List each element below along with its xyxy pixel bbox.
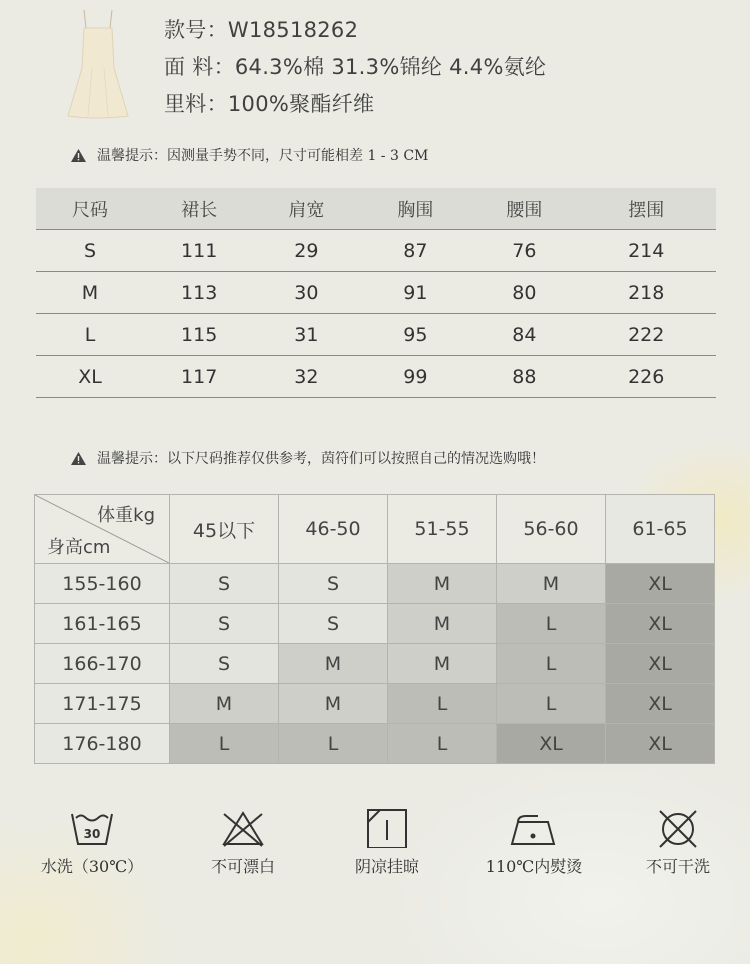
size-table-row xyxy=(36,356,716,398)
measurement-notice-text: 温馨提示：因测量手势不同，尺寸可能相差 1 - 3 CM xyxy=(97,148,429,164)
recommended-size-cell: M xyxy=(279,644,388,684)
wash-30-icon xyxy=(69,808,115,848)
weight-range-header: 56-60 xyxy=(497,495,606,564)
recommended-size-cell: M xyxy=(497,564,606,604)
measurement-cell: 84 xyxy=(472,314,576,356)
recommended-size-cell: L xyxy=(388,684,497,724)
measurement-cell: 99 xyxy=(358,356,472,398)
weight-axis-label: 体重kg xyxy=(97,505,155,526)
size-col-header: 腰围 xyxy=(472,188,576,230)
recommended-size-cell: L xyxy=(170,724,279,764)
fabric-composition: 面 料：64.3%棉 31.3%锦纶 4.4%氨纶 xyxy=(164,55,547,79)
care-item-iron xyxy=(479,808,589,877)
rec-table-row xyxy=(35,684,715,724)
recommended-size-cell: L xyxy=(497,604,606,644)
recommended-size-cell: S xyxy=(279,604,388,644)
size-table-row xyxy=(36,314,716,356)
size-col-header: 尺码 xyxy=(36,188,144,230)
weight-range-header: 46-50 xyxy=(279,495,388,564)
care-item-line-dry xyxy=(332,808,442,877)
weight-range-header: 51-55 xyxy=(388,495,497,564)
rec-table-row xyxy=(35,604,715,644)
measurement-cell: 80 xyxy=(472,272,576,314)
measurement-cell: 111 xyxy=(144,230,254,272)
care-label-line-dry: 阴凉挂晾 xyxy=(354,857,419,876)
line-dry-shade-icon xyxy=(364,808,410,848)
measurement-cell: 87 xyxy=(358,230,472,272)
measurement-cell: 76 xyxy=(472,230,576,272)
measurement-cell: 115 xyxy=(144,314,254,356)
size-label-cell: M xyxy=(36,272,144,314)
rec-table-row xyxy=(35,564,715,604)
height-range-cell: 166-170 xyxy=(35,644,170,684)
care-item-wash xyxy=(37,808,147,877)
measurement-cell: 91 xyxy=(358,272,472,314)
product-dress-image xyxy=(62,8,134,120)
measurement-cell: 226 xyxy=(576,356,716,398)
recommended-size-cell: S xyxy=(170,644,279,684)
recommended-size-cell: M xyxy=(388,644,497,684)
measurement-cell: 32 xyxy=(254,356,358,398)
recommended-size-cell: XL xyxy=(606,684,715,724)
care-item-no-bleach xyxy=(188,808,298,877)
recommended-size-cell: XL xyxy=(606,604,715,644)
warning-icon xyxy=(70,451,87,466)
height-range-cell: 176-180 xyxy=(35,724,170,764)
height-range-cell: 171-175 xyxy=(35,684,170,724)
recommended-size-cell: L xyxy=(388,724,497,764)
height-range-cell: 161-165 xyxy=(35,604,170,644)
recommendation-notice-text: 温馨提示：以下尺码推荐仅供参考，茵符们可以按照自己的情况选购哦！ xyxy=(97,451,545,467)
wash-temperature: 30 xyxy=(83,827,101,841)
measurement-cell: 95 xyxy=(358,314,472,356)
size-label-cell: XL xyxy=(36,356,144,398)
recommended-size-cell: L xyxy=(279,724,388,764)
rec-table-row xyxy=(35,644,715,684)
recommended-size-cell: XL xyxy=(606,644,715,684)
weight-range-header: 61-65 xyxy=(606,495,715,564)
size-table-row xyxy=(36,230,716,272)
recommended-size-cell: M xyxy=(170,684,279,724)
measurement-cell: 31 xyxy=(254,314,358,356)
recommended-size-cell: L xyxy=(497,644,606,684)
size-measurement-table xyxy=(36,188,716,398)
rec-table-header xyxy=(35,495,715,564)
recommended-size-cell: M xyxy=(279,684,388,724)
style-number: 款号：W18518262 xyxy=(164,18,359,42)
size-col-header: 肩宽 xyxy=(254,188,358,230)
measurement-cell: 214 xyxy=(576,230,716,272)
measurement-notice xyxy=(70,145,428,165)
recommended-size-cell: S xyxy=(279,564,388,604)
care-label-iron: 110℃内熨烫 xyxy=(485,857,583,876)
care-label-wash: 水洗（30℃） xyxy=(40,857,144,876)
lining-composition: 里料：100%聚酯纤维 xyxy=(164,92,375,116)
weight-range-header: 45以下 xyxy=(170,495,279,564)
recommended-size-cell: XL xyxy=(606,564,715,604)
rec-table-row xyxy=(35,724,715,764)
recommended-size-cell: M xyxy=(388,564,497,604)
iron-icon xyxy=(508,808,560,848)
diagonal-header-cell xyxy=(35,495,170,564)
no-dry-clean-icon xyxy=(655,808,701,848)
size-label-cell: L xyxy=(36,314,144,356)
recommendation-notice xyxy=(70,448,545,468)
measurement-cell: 30 xyxy=(254,272,358,314)
measurement-cell: 29 xyxy=(254,230,358,272)
measurement-cell: 218 xyxy=(576,272,716,314)
size-table-row xyxy=(36,272,716,314)
warning-icon xyxy=(70,148,87,163)
height-axis-label: 身高cm xyxy=(47,537,111,558)
care-label-no-dry-clean: 不可干洗 xyxy=(645,857,710,876)
size-recommendation-table xyxy=(34,494,715,764)
size-label-cell: S xyxy=(36,230,144,272)
size-col-header: 胸围 xyxy=(358,188,472,230)
recommended-size-cell: XL xyxy=(497,724,606,764)
no-bleach-icon xyxy=(220,808,266,848)
size-table-header xyxy=(36,188,716,230)
recommended-size-cell: S xyxy=(170,604,279,644)
measurement-cell: 117 xyxy=(144,356,254,398)
recommended-size-cell: M xyxy=(388,604,497,644)
recommended-size-cell: XL xyxy=(606,724,715,764)
care-label-no-bleach: 不可漂白 xyxy=(210,857,275,876)
recommended-size-cell: S xyxy=(170,564,279,604)
size-col-header: 摆围 xyxy=(576,188,716,230)
care-item-no-dry-clean xyxy=(623,808,733,877)
height-range-cell: 155-160 xyxy=(35,564,170,604)
measurement-cell: 113 xyxy=(144,272,254,314)
measurement-cell: 222 xyxy=(576,314,716,356)
measurement-cell: 88 xyxy=(472,356,576,398)
size-col-header: 裙长 xyxy=(144,188,254,230)
recommended-size-cell: L xyxy=(497,684,606,724)
